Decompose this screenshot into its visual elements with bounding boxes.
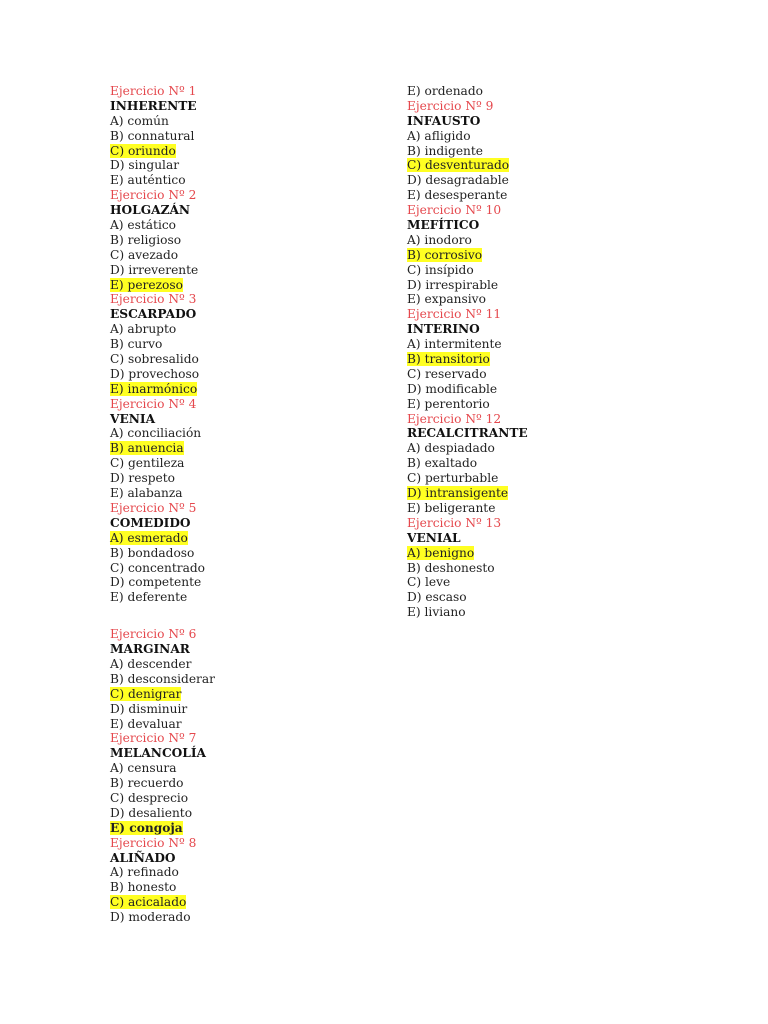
highlighted-answer: A) esmerado: [110, 530, 188, 545]
answer-option: A) común: [110, 113, 169, 128]
target-word: INFAUSTO: [407, 113, 481, 128]
highlighted-answer: C) oriundo: [110, 143, 176, 158]
answer-option: D) desagradable: [407, 173, 509, 188]
answer-option: B) religioso: [110, 232, 182, 247]
exercise-title: Ejercicio Nº 13: [407, 515, 502, 530]
answer-option: D) disminuir: [110, 701, 188, 716]
highlighted-answer: C) acicalado: [110, 895, 187, 910]
answer-option-correct: [110, 821, 410, 836]
target-word: RECALCITRANTE: [407, 426, 528, 441]
highlighted-answer: B) corrosivo: [407, 247, 483, 262]
answer-option-correct: [110, 531, 410, 546]
highlighted-answer: E) perezoso: [110, 277, 183, 292]
highlighted-answer: A) benigno: [407, 545, 475, 560]
answer-option: E) auténtico: [110, 173, 186, 188]
highlighted-answer: D) intransigente: [407, 486, 509, 501]
exercise-title: Ejercicio Nº 10: [407, 203, 502, 218]
answer-option: B) connatural: [110, 128, 195, 143]
answer-option: A) afligido: [407, 128, 471, 143]
answer-option: C) perturbable: [407, 471, 499, 486]
answer-option: D) provechoso: [110, 366, 200, 381]
target-word: MELANCOLÍA: [110, 746, 206, 761]
exercise-title: Ejercicio Nº 12: [407, 411, 502, 426]
answer-option-correct: [110, 278, 410, 293]
answer-option: A) inodoro: [407, 232, 472, 247]
target-word: VENIAL: [407, 530, 461, 545]
answer-option-correct: [407, 158, 707, 173]
answer-option: D) respeto: [110, 471, 175, 486]
answer-option-correct: [407, 546, 707, 561]
answer-option: C) gentileza: [110, 456, 185, 471]
answer-option: C) sobresalido: [110, 352, 199, 367]
target-word: VENIA: [110, 411, 156, 426]
target-word: MARGINAR: [110, 642, 190, 657]
answer-option: B) honesto: [110, 880, 177, 895]
answer-option-correct: [407, 248, 707, 263]
exercise-title: Ejercicio Nº 11: [407, 307, 502, 322]
exercise-title: Ejercicio Nº 7: [110, 731, 197, 746]
answer-option: E) beligerante: [407, 500, 496, 515]
section-spacer: [110, 605, 410, 627]
answer-option: B) recuerdo: [110, 776, 184, 791]
answer-option: B) exaltado: [407, 456, 478, 471]
answer-option: D) irrespirable: [407, 277, 499, 292]
target-word: COMEDIDO: [110, 515, 191, 530]
target-word: MEFÍTICO: [407, 218, 480, 233]
answer-option: B) bondadoso: [110, 545, 195, 560]
left-column: [110, 84, 410, 925]
answer-option: B) indigente: [407, 143, 484, 158]
exercise-title: Ejercicio Nº 4: [110, 396, 197, 411]
answer-option: B) desconsiderar: [110, 671, 215, 686]
answer-option: D) desaliento: [110, 805, 193, 820]
answer-option: E) liviano: [407, 605, 466, 620]
answer-option-correct: [110, 441, 410, 456]
exercise-title: Ejercicio Nº 2: [110, 188, 197, 203]
answer-option: D) modificable: [407, 381, 498, 396]
answer-option: D) irreverente: [110, 262, 199, 277]
answer-option: C) concentrado: [110, 560, 205, 575]
answer-option-correct: [407, 486, 707, 501]
answer-option: A) conciliación: [110, 426, 202, 441]
answer-option: A) refinado: [110, 865, 179, 880]
highlighted-answer: B) transitorio: [407, 352, 490, 367]
exercise-title: Ejercicio Nº 1: [110, 84, 197, 98]
answer-option: D) moderado: [110, 910, 191, 925]
target-word: HOLGAZÁN: [110, 203, 191, 218]
answer-option: D) competente: [110, 575, 202, 590]
answer-option: E) perentorio: [407, 396, 490, 411]
answer-option: C) avezado: [110, 247, 179, 262]
answer-option: B) deshonesto: [407, 560, 495, 575]
answer-option: C) insípido: [407, 262, 474, 277]
answer-option-correct: [110, 895, 410, 910]
exercise-title: Ejercicio Nº 6: [110, 627, 197, 642]
answer-option: A) intermitente: [407, 337, 502, 352]
exercise-title: Ejercicio Nº 3: [110, 292, 197, 307]
answer-option: E) ordenado: [407, 84, 483, 98]
exercise-title: Ejercicio Nº 8: [110, 835, 197, 850]
right-column: [407, 84, 707, 620]
answer-option: C) leve: [407, 575, 451, 590]
target-word: INTERINO: [407, 322, 480, 337]
answer-option: C) reservado: [407, 366, 487, 381]
answer-option: E) devaluar: [110, 716, 182, 731]
answer-option-correct: [407, 352, 707, 367]
highlighted-answer: C) desventurado: [407, 158, 510, 173]
answer-option: E) expansivo: [407, 292, 486, 307]
answer-option: A) despiadado: [407, 441, 495, 456]
target-word: ALIÑADO: [110, 850, 176, 865]
answer-option-correct: [110, 382, 410, 397]
answer-option: E) alabanza: [110, 486, 183, 501]
answer-option: A) descender: [110, 656, 192, 671]
answer-option: B) curvo: [110, 337, 163, 352]
highlighted-answer: B) anuencia: [110, 441, 184, 456]
target-word: ESCARPADO: [110, 307, 197, 322]
answer-option: D) singular: [110, 158, 180, 173]
answer-option-correct: [110, 687, 410, 702]
target-word: INHERENTE: [110, 98, 197, 113]
highlighted-answer: E) inarmónico: [110, 381, 198, 396]
exercise-title: Ejercicio Nº 9: [407, 98, 494, 113]
answer-option: D) escaso: [407, 590, 467, 605]
answer-option-correct: [110, 144, 410, 159]
answer-option: C) desprecio: [110, 790, 189, 805]
answer-option: A) censura: [110, 761, 177, 776]
answer-option: E) desesperante: [407, 188, 508, 203]
answer-option: A) estático: [110, 218, 177, 233]
answer-option: A) abrupto: [110, 322, 177, 337]
highlighted-answer: C) denigrar: [110, 686, 182, 701]
highlighted-answer: E) congoja: [110, 820, 183, 835]
exercise-title: Ejercicio Nº 5: [110, 500, 197, 515]
answer-option: E) deferente: [110, 590, 188, 605]
